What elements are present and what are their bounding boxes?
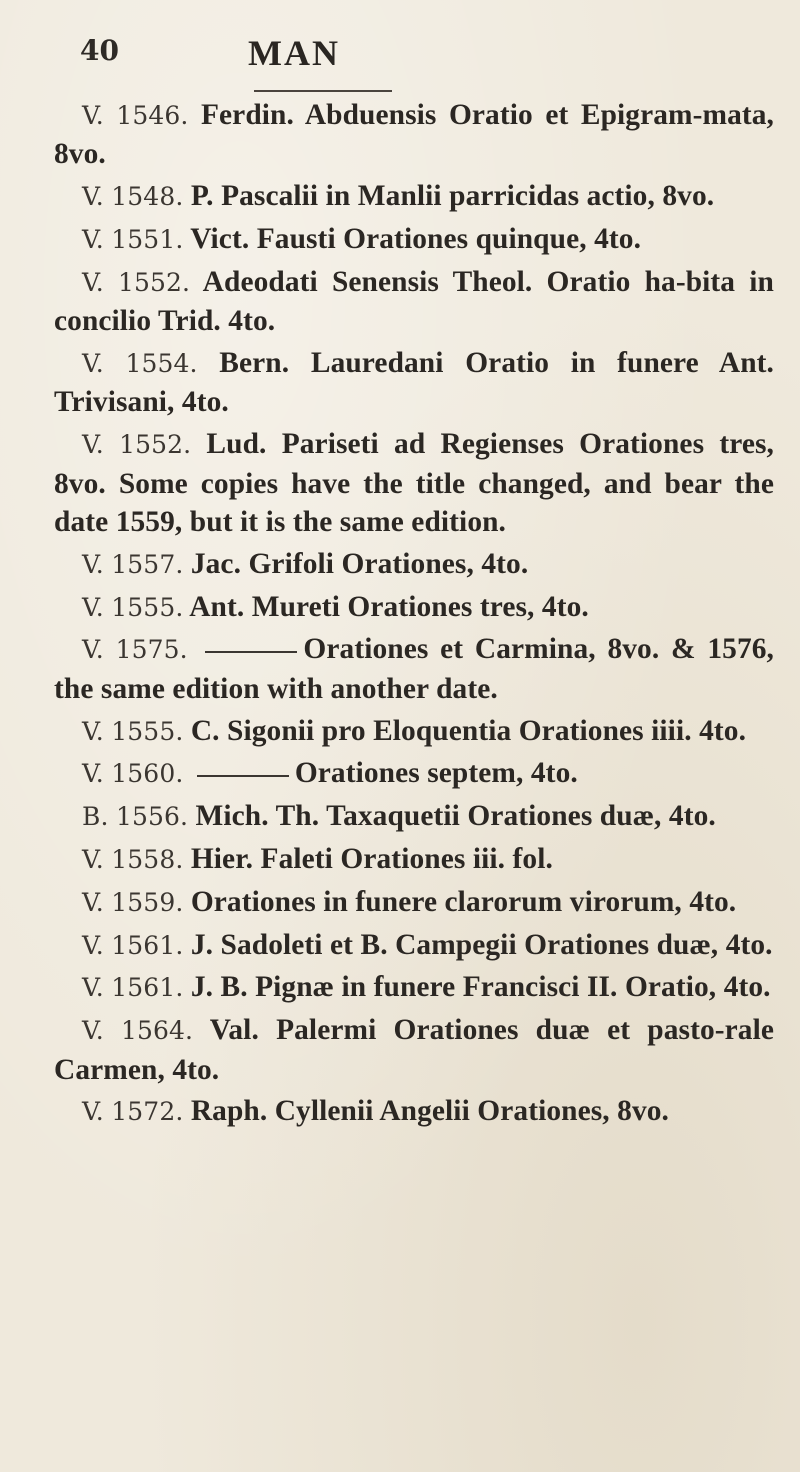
entry-year: 1551. [111,225,184,254]
entry-year: 1561. [111,973,184,1003]
bibliography-entry [54,840,774,879]
entry-text: Orationes et Carmina, 8vo. & 1576, the same edition with another date. [54,633,774,705]
entry-year: 1552. [119,430,192,460]
entry-text: Ferdin. Abduensis Oratio et Epigram-mata, 8vo. [54,99,774,171]
entry-text: J. B. Pignæ in funere Francisci II. Oratio, 4to. [190,971,771,1004]
entry-year: 1558. [111,845,184,874]
bibliography-entry [54,177,774,216]
bibliography-entry [54,588,774,627]
entry-year: 1556. [115,802,189,832]
entry-year: 1557. [111,549,184,579]
entry-year: 1559. [111,887,184,917]
entry-year: 1575. [115,635,188,665]
page-number: 40 [80,34,119,67]
entry-text: J. Sadoleti et B. Campegii Orationes duæ, 4to. [190,928,773,961]
bibliography-entry [54,712,774,751]
entry-place-letter: V. [82,973,104,1003]
running-head [0,28,800,78]
ditto-dash [205,651,297,653]
bibliography-entry [54,883,774,922]
entry-text: Lud. Pariseti ad Regienses Orationes tres, 8vo. Some copies have the title changed, and bear the date 1559, but it is the same edition. [54,428,774,539]
bibliography-entry [54,797,774,836]
entry-year: 1555. [111,592,184,622]
entry-text: Bern. Lauredani Oratio in funere Ant. Trivisani, 4to. [54,347,774,419]
ditto-dash [197,775,289,777]
entry-place-letter: V. [82,549,104,579]
bibliography-entry [54,1092,774,1131]
entry-text: Adeodati Senensis Theol. Oratio ha-bita in concilio Trid. 4to. [54,265,774,338]
entry-text: Orationes in funere clarorum virorum, 4to. [190,885,737,918]
entry-year: 1548. [111,182,184,212]
entry-text: Mich. Th. Taxaquetii Orationes duæ, 4to. [195,800,716,833]
entry-text: Orationes septem, 4to. [294,757,578,790]
entry-year: 1572. [111,1097,184,1127]
bibliography-entry [54,425,774,541]
bibliography-entry [54,754,774,793]
entry-text: C. Sigonii pro Eloquentia Orationes iiii. 4to. [190,714,747,747]
entry-place-letter: V. [82,182,104,212]
entry-text: Ant. Mureti Orationes tres, 4to. [189,590,589,623]
entry-year: 1564. [121,1016,194,1046]
entry-year: 1546. [116,101,189,130]
header-rule [254,90,392,92]
bibliography-entries [54,96,774,1135]
entry-year: 1552. [118,267,191,297]
entry-place-letter: V. [82,716,104,746]
running-title: MAN [248,33,340,73]
entry-year: 1555. [111,716,184,746]
entry-text: Vict. Fausti Orationes quinque, 4to. [190,223,642,255]
entry-text: Jac. Grifoli Orationes, 4to. [190,547,529,580]
entry-text: P. Pascalii in Manlii parricidas actio, 8vo. [190,180,715,213]
entry-year: 1561. [111,930,184,960]
entry-place-letter: V. [82,1097,104,1127]
entry-place-letter: V. [82,592,104,622]
entry-place-letter: V. [82,430,104,460]
bibliography-entry [54,220,774,259]
entry-place-letter: V. [82,349,104,378]
entry-text: Hier. Faleti Orationes iii. fol. [190,843,553,875]
bibliography-entry [54,968,774,1007]
entry-place-letter: V. [82,267,104,297]
entry-text: Val. Palermi Orationes duæ et pasto-rale Carmen, 4to. [54,1014,774,1086]
entry-place-letter: V. [82,759,104,789]
entry-place-letter: B. [82,802,109,832]
bibliography-entry [54,926,774,965]
entry-place-letter: V. [82,101,104,130]
bibliography-entry [54,545,774,584]
entry-place-letter: V. [82,225,104,254]
bibliography-entry [54,630,774,708]
entry-text: Raph. Cyllenii Angelii Orationes, 8vo. [190,1095,669,1128]
bibliography-entry [54,1011,774,1089]
bibliography-entry [54,96,774,174]
entry-place-letter: V. [82,930,104,960]
entry-place-letter: V. [82,887,104,917]
entry-place-letter: V. [82,1016,104,1046]
entry-place-letter: V. [82,635,104,665]
entry-year: 1560. [111,759,184,789]
bibliography-entry [54,263,774,341]
entry-place-letter: V. [82,845,104,874]
entry-year: 1554. [125,349,198,378]
bibliography-entry [54,344,774,422]
